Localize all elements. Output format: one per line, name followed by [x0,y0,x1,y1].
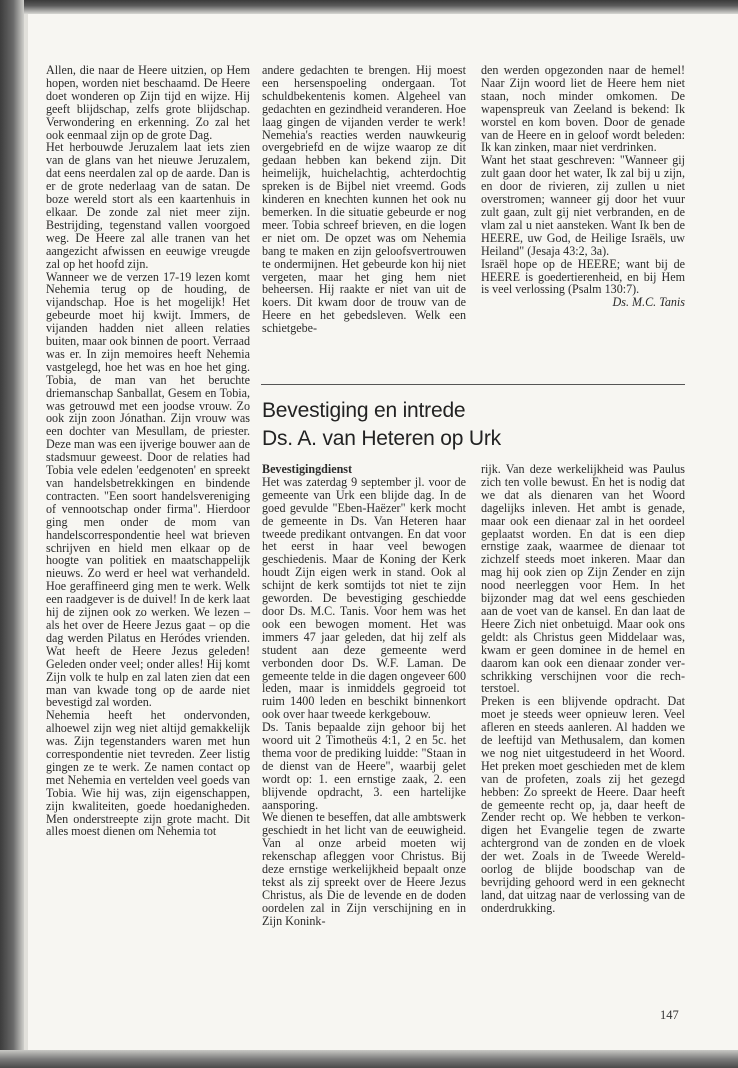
scan-edge-bottom [0,1050,738,1068]
text-column-2 [262,64,466,335]
article-column-2 [481,463,685,915]
paragraph: Het herbouwde Jeruzalem laat iets zien van de glans van het nieuwe Jeruzalem, dat eens neerdalen zal op de aarde. Dan is er de grote nederlaag van de satan. De boze wereld stort als een kaartenhuis in elkaar. De zonde zal niet meer zijn. Bestrijding, tegenstand vallen voorgoed weg. De Heere zal alle tranen van het aangezicht afwissen en eeuwige vreugde zal op het hoofd zijn. [46,140,250,271]
article-title-line-2: Ds. A. van Heteren op Urk [262,427,501,450]
page-number: 147 [660,1008,679,1022]
paragraph: den werden opgezonden naar de hemel! Naar Zijn woord liet de Heere hem niet staan, noch minder omkomen. De wapenspreuk van Zeeland is bekend: Ik worstel en kom boven. Door de genade van de Heere en in geloof wordt beleden: Ik kan zinken, maar niet verdrinken. [481,63,685,155]
paragraph: Wanneer we de verzen 17-19 lezen komt Nehemia terug op de houding, de vijandschap. Hoe is het mogelijk! Het gebeurde moet hij kwijt. Immers, de vijanden hadden niet alleen relaties buiten, maar ook binnen de poort. Verraad was er. In zijn memoires heeft Nehemia vastgelegd, hoe het was en hoe het ging. Tobia, de man van het beruchte driemanschap Sanballat, Gesem en Tobia, was getrouwd met een joodse vrouw. Zo ook zijn zoon Jónathan. Zijn vrouw was een dochter van Mesullam, de priester. Deze man was een ijverige bouwer aan de stadsmuur geweest. Door de relaties had Tobia vele edelen 'eedgenoten' en spreekt van handelsbetrekkingen en bindende contracten. "Een soort handelsvereniging of vennootschap onder firma". Hierdoor ging men onder de mom van handelscorrespondentie heel wat brieven schrijven en hield men elkaar op de hoogte van politiek en maatschappelijk nieuws. Zo werd er heel wat verhandeld. Hoe geraffineerd ging men te werk. Welk een raadgever is de duivel! In de kerk laat hij de zijnen ook zo werken. We lezen – als het over de Heere Jezus gaat – op die dag werden Pilatus en Heródes vrienden. Wat heeft de Heere Jezus geleden! Geleden onder veel; onder alles! Hij komt Zijn volk te hulp en zal laten zien dat een man van kwade tong op de aarde niet bevestigd zal worden. [46,269,250,710]
paragraph: Het was zaterdag 9 september jl. voor de gemeente van Urk een blijde dag. In de goed gevulde "Eben-Haëzer" kerk mocht de gemeente in Ds. Van Heteren haar tweede predikant ontvangen. En dat voor het eerst in haar veel bewogen geschiedenis. Maar de Koning der Kerk houdt Zijn eigen werk in stand. Ook al schijnt de kerk somtijds tot niet te zijn geworden. De bevestiging geschiedde door Ds. M.C. Tanis. Voor hem was het ook een bewogen moment. Het was immers 47 jaar geleden, dat hij zelf als student aan deze gemeente werd verbonden door Ds. W.F. Laman. De gemeente telde in die dagen ongeveer 600 leden, maar is inmiddels gegroeid tot ruim 1400 leden en beschikt binnenkort ook over haar tweede kerkgebouw. [262,474,466,722]
scan-edge-top [0,0,738,14]
section-divider [261,384,685,385]
author-signature: Ds. M.C. Tanis [612,295,685,310]
text-column-3 [481,64,685,309]
page-gutter [24,14,28,1050]
article-column-1 [262,463,466,928]
paragraph: Israël hope op de HEERE; want bij de HEERE is goedertierenheid, en bij Hem is veel verlossing (Psalm 130:7). [481,256,685,297]
paragraph: Want het staat geschreven: "Wanneer gij zult gaan door het water, Ik zal bij u zijn, en door de rivieren, zij zullen u niet overstromen; wanneer gij door het vuur zult gaan, zult gij niet verbranden, en de vlam zal u niet aansteken. Want Ik ben de HEERE, uw God, de Heilige Israëls, uw Heiland" (Jesaja 43:2, 3a). [481,153,685,258]
article-title-line-1: Bevestiging en intrede [262,399,466,422]
scan-edge-left [0,0,24,1068]
paragraph: Nehemia heeft het ondervonden, alhoewel zijn weg niet altijd gemakkelijk was. Zijn tegenstanders waren met hun correspondentie niet tevreden. Zeer listig gingen ze te werk. Ze namen contact op met Nehemia en vertelden veel goeds van Tobia. Wie hij was, zijn eigenschappen, zijn kwaliteiten, goede hoedanigheden. Men onderstreepte zijn grote macht. Dit alles moest dienen om Nehemia tot [46,708,250,839]
paragraph: We dienen te beseffen, dat alle ambtswerk geschiedt in het licht van de eeuwigheid. Van al onze arbeid moeten wij rekenschap afleggen voor Christus. Bij deze ernstige werkelijkheid bepaalt onze tekst als zij spreekt over de Heere Jezus Christus, als Die de levende en de doden oordelen zal in Zijn verschijning en in Zijn Konink- [262,810,466,928]
text-column-1 [46,64,250,838]
paragraph: andere gedachten te brengen. Hij moest een hersenspoeling ondergaan. Tot schuldbekentenis komen. Algeheel van gedachten en gezindheid veranderen. Hoe laag gingen de vijanden verder te werk! Nemehia's reacties werden nauwkeurig overgebriefd en de wijze waarop ze dit gedaan hebben kan bekend zijn. Dit heimelijk, huichelachtig, achterdochtig spreken is de Bijbel niet vreemd. Gods kinderen en knechten kunnen het ook nu bemerken. In die situatie gebeurde er nog meer. Tobia schreef brieven, en die logen er niet om. De opzet was om Nehemia bang te maken en zijn geloofsvertrouwen te ondermijnen. Het gebeurde kon hij niet vergeten, maar het ging hem niet beheersen. Hij raakte er niet van uit de koers. Dit kwam door de trouw van de Heere en het gebedsleven. Welk een schietgebe- [262,63,466,336]
paragraph: Allen, die naar de Heere uitzien, op Hem hopen, worden niet beschaamd. De Heere doet wonderen op Zijn tijd en wijze. Hij geeft blijdschap, zelfs grote blijdschap. Verwondering en erkenning. Zo zal het ook eenmaal zijn op de grote Dag. [46,63,250,142]
paragraph: Ds. Tanis bepaalde zijn gehoor bij het woord uit 2 Timotheüs 4:1, 2 en 5c. het thema voor de prediking luidde: "Staan in de dienst van de Heere", waarbij gelet wordt op: 1. een ernstige zaak, 2. een blijvende opdracht, 3. een hartelijke aansporing. [262,720,466,812]
article-subheading: Bevestigingdienst [262,462,353,476]
paragraph: rijk. Van deze werkelijkheid was Paulus zich ten volle bewust. En het is nodig dat we dat als dienaren van het Woord dagelijks inleven. Het ambt is genade, maar ook een dienaar zal in het oordeel geplaatst worden. En dat is een diep ernstige zaak, waarmee de dienaar tot zichzelf steeds moet inkeren. Maar dan mag hij ook zien op Zijn Zender en zijn nood neerleggen voor Hem. In het bijzonder mag dat wel eens geschieden aan de voet van de kansel. En dan laat de Heere Zich niet onbetuigd. Maar ook ons geldt: als Christus geen Middelaar was, kwam er geen dominee in de hemel en daarom kan ook een dienaar zonder verschrikking verschijnen voor die rechterstoel. [481,462,685,696]
paragraph: Preken is een blijvende opdracht. Dat moet je steeds weer opnieuw leren. Veel afleren en steeds aanleren. Al hadden we de leeftijd van Methusalem, dan komen we nog niet uitgestudeerd in het Woord. Het preken moet geschieden met de klem van de profeten, zoals zij het gezegd hebben: Zo spreekt de Heere. Daar heeft de gemeente recht op, ja, daar heeft de Zender recht op. We hebben te verkondigen het Evangelie tegen de zwarte achtergrond van de zonden en de vloek der wet. Zoals in de Tweede Wereldoorlog de blijde boodschap van de bevrijding gehoord werd in een geknecht land, dat uitzag naar de verlossing van de onderdrukking. [481,694,685,915]
